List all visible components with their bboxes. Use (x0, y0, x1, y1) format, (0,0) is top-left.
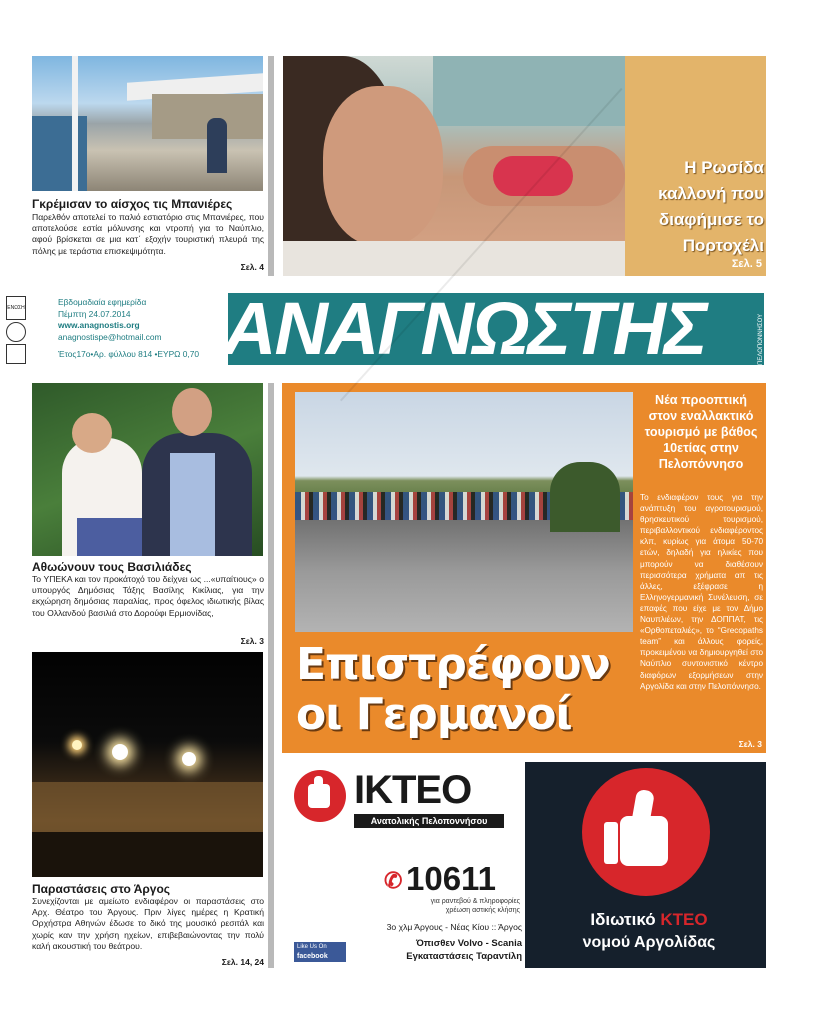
masthead-info (58, 293, 228, 365)
column-divider (268, 383, 274, 968)
article-body-royals: Το ΥΠΕΚΑ και τον προκάτοχό του δείχνει ως ...«υπαίτιους» ο υπουργός Δημόσιας Τάξης Βασίλης Κικίλιας, για την εκχώρηση δημόσιας παραλίας, προς όφελος ιδιωτικής βίλας του Ολλανδού βασιλιά στο Δορούφι Ερμιονίδας, (32, 574, 264, 618)
phone-icon: ✆ (384, 868, 403, 893)
concert-photo (32, 652, 263, 877)
cyclists-photo (295, 392, 633, 632)
issue-date: Πέμπτη 24.07.2014 (58, 308, 131, 319)
article-body-argos-shows: Συνεχίζονται με αμείωτο ενδιαφέρον οι παραστάσεις στο Αρχ. Θέατρο του Άργους. Πριν λίγες ημέρες η Κρατική Ορχήστρα Αθηνών έδωσε το δικό της μουσικό ρεσιτάλ και χωρίς καν την χρήση ηχείων, επιβεβαιώνοντας την πολύ καλή ακουστική του θεάτρου. (32, 896, 264, 951)
issue-info: Έτος17ο•Αρ. φύλλου 814 •ΕΥΡΩ 0,70 (58, 349, 200, 359)
facebook-button[interactable] (294, 942, 346, 962)
ad-location-2: Εγκαταστάσεις Ταραντίλη (406, 951, 522, 962)
model-photo (283, 56, 625, 276)
ad-phone-note-2: χρέωση αστικής κλήσης (445, 907, 520, 914)
ad-phone[interactable]: 10611 (406, 860, 496, 897)
facebook-line-2: facebook (297, 953, 328, 960)
headline-argos-shows[interactable]: Παραστάσεις στο Άργος (32, 882, 171, 896)
side-badge-icons (4, 296, 26, 366)
ad-slogan-2: νομού Αργολίδας (582, 934, 716, 951)
ad-slogan-kteo: ΚΤΕΟ (660, 910, 708, 929)
ad-region: Ανατολικής Πελοποννήσου (354, 814, 504, 828)
seal-icon (6, 322, 26, 342)
ad-white-panel (282, 762, 525, 968)
main-story-body: Το ενδιαφέρον τους για την ανάπτυξη του αγροτουρισμού, θρησκευτικού τουρισμού, περιβαλλοντικού ενδιαφέροντος κλπ, κυρίως για άτομα 50-70 ετών, δηλαδή για ηλικίες που μπορούν να διαθέσουν περισσότερα χρήματα απ τις άλλες, εξέφρασε η Ελληνογερμανική Συνέλευση, σε επαφές που είχε με τον Δήμο Ναυπλιέων, την ΔΟΠΠΑΤ, τις «Ορθοπεταλιές», το “Grecopaths team” και άλλους φορείς, προκειμένου να δημιουργηθεί στο Ναύπλιο συντονιστικό κέντρο διαφόρων εξορμήσεων στην Αργολίδα και στην Πελοπόννησο. (640, 493, 763, 691)
beach-restaurant-photo (32, 56, 263, 191)
ikteo-ad[interactable] (282, 762, 766, 968)
thumbs-up-logo-icon (294, 770, 346, 822)
column-divider (268, 56, 274, 276)
facebook-line-1: Like Us On (297, 944, 327, 950)
headline-russian-model[interactable]: Η Ρωσίδα καλλονή που διαφήμισε το Πορτοχέλι (658, 158, 764, 255)
ad-brand: ΙΚΤΕΟ (354, 768, 472, 812)
page-ref-14-24: Σελ. 14, 24 (221, 957, 264, 967)
ad-phone-note-1: για ραντεβού & πληροφορίες (430, 898, 520, 905)
royals-photo (32, 383, 263, 556)
newspaper-subtitle: ΠΕΛΟΠΟΝΝΗΣΟΥ (758, 313, 764, 365)
article-body-baniera: Παρελθόν αποτελεί το παλιό εστιατόριο στις Μπανιέρες, που αποτελούσε εστία μόλυνσης και ντροπή για το Ναύπλιο, αφού βρίσκεται σε μια κατ΄ εξοχήν τουριστική πλευρά της πόλης με τεράστια επισκεψιμότητα. (32, 212, 264, 256)
page-ref-4: Σελ. 4 (240, 262, 264, 272)
stamp-icon (6, 344, 26, 364)
website-link[interactable]: www.anagnostis.org (58, 320, 140, 330)
masthead (58, 287, 764, 370)
large-thumbs-up-icon (582, 768, 710, 896)
page-ref-5: Σελ. 5 (731, 258, 762, 270)
main-headline-line-1[interactable]: Επιστρέφουν (296, 639, 610, 690)
main-headline-line-2[interactable]: οι Γερμανοί (296, 689, 572, 740)
page-ref-3-left: Σελ. 3 (240, 636, 264, 646)
side-headline[interactable]: Νέα προοπτική στον εναλλακτικό τουρισμό με βάθος 10ετίας στην Πελοπόννησο (644, 393, 758, 471)
ad-slogan-1: Ιδιωτικό ΚΤΕΟ (590, 910, 708, 929)
association-badge-icon: ΕΝΩΣΗ (6, 296, 26, 320)
headline-baniera[interactable]: Γκρέμισαν το αίσχος τις Μπανιέρες (32, 197, 233, 211)
headline-royals[interactable]: Αθωώνουν τους Βασιλιάδες (32, 560, 192, 574)
ad-address: 3ο χλμ Άργους - Νέας Κίου :: Άργος (386, 922, 522, 932)
ad-location-1: Όπισθεν Volvo - Scania (415, 938, 522, 949)
page-ref-3-main: Σελ. 3 (738, 739, 762, 749)
newspaper-title[interactable]: ΑΝΑΓΝΩΣΤΗΣ (223, 287, 706, 370)
email-link[interactable]: anagnostispe@hotmail.com (58, 331, 162, 342)
paper-type: Εβδομαδιαία εφημερίδα (58, 297, 147, 307)
